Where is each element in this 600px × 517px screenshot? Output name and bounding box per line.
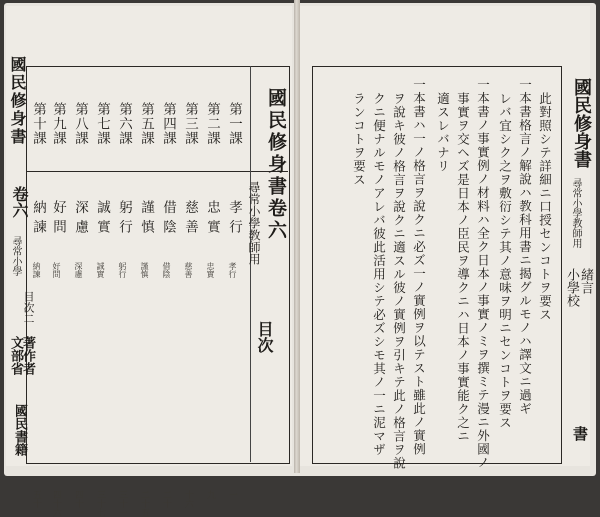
lesson-annotation: 孝行 <box>228 262 237 278</box>
right-edge-title: 國民修身書 <box>571 78 592 168</box>
preface-line: 一本書格言ノ解說ハ教科用書ニ揭グルモノハ譯文ニ過ギ <box>517 78 533 416</box>
preface-line: ランコトヲ要ス <box>351 92 367 187</box>
lesson-page: 五十一 <box>31 490 41 517</box>
preface-line: ヲ說キ彼ノ格言ヲ說クニ適スル彼ノ實例ヲ引キテ此ノ格言ヲ說 <box>391 92 407 470</box>
table-of-contents-heading: 目次 <box>255 321 274 353</box>
lesson-title: 忠實 <box>204 200 220 239</box>
lesson-annotation: 借陰 <box>162 262 171 278</box>
lesson-entry <box>70 102 90 517</box>
right-side-line2: 小學校 <box>564 268 579 307</box>
lesson-number: 第一課 <box>226 102 242 146</box>
preface-line: 事實ヲ交ヘズ是日本ノ臣民ヲ導クニハ日本ノ事實能ク之ニ <box>455 92 471 443</box>
lesson-annotation: 誠實 <box>96 262 105 278</box>
left-side-line3: 著作者 <box>20 336 35 375</box>
left-page-subtitle: 尋常小學教師用 <box>247 181 261 265</box>
lesson-entry <box>114 102 134 517</box>
right-edge-sub: 尋常小學教師用 <box>570 178 581 248</box>
right-side-line3: 書 <box>571 426 589 441</box>
lesson-title: 慈善 <box>182 200 198 239</box>
lesson-title: 深慮 <box>72 200 88 239</box>
left-side-line2: 文部省 <box>8 336 23 375</box>
lesson-title: 孝行 <box>226 200 242 239</box>
lesson-annotation: 忠實 <box>206 262 215 278</box>
preface-line: 一本書ノ事實例ノ材料ハ全ク日本ノ事實ノミヲ撰ミテ漫ニ外國ノ <box>475 78 491 470</box>
lesson-page: 九 <box>205 490 215 499</box>
lesson-entry <box>48 102 68 517</box>
preface-line: 此對照シテ詳細ニ口授センコトヲ要ス <box>537 92 553 322</box>
lesson-entry <box>224 102 244 499</box>
lesson-title: 好問 <box>50 200 66 239</box>
lesson-number: 第九課 <box>50 102 66 146</box>
lesson-number: 第八課 <box>72 102 88 146</box>
lesson-annotation: 納諫 <box>32 262 41 278</box>
left-edge-sub2: 尋常小學 <box>10 236 21 276</box>
lesson-number: 第五課 <box>138 102 154 146</box>
left-side-line4: 國民書籍 <box>12 404 27 456</box>
lesson-entry <box>92 102 112 517</box>
preface-line: 適スレバナリ <box>435 92 451 173</box>
lesson-title: 借陰 <box>160 200 176 239</box>
lesson-annotation: 謹慎 <box>140 262 149 278</box>
lesson-page: 四十六 <box>51 490 61 517</box>
lesson-entry <box>180 102 200 508</box>
lesson-entry <box>136 102 156 517</box>
lesson-annotation: 深慮 <box>74 262 83 278</box>
lesson-title: 誠實 <box>94 200 110 239</box>
left-edge-title: 國民修身書 <box>8 56 27 146</box>
lesson-annotation: 慈善 <box>184 262 193 278</box>
lesson-page: 四十一 <box>73 490 83 517</box>
lesson-number: 第四課 <box>160 102 176 146</box>
lesson-entry <box>158 102 178 508</box>
preface-line: 一本書ハ一ノ格言ヲ說クニ必ズ一ノ實例ヲ以テスト雖此ノ實例 <box>411 78 427 456</box>
left-page-title: 國民修身書卷六 <box>265 88 287 242</box>
lesson-entry <box>202 102 222 499</box>
left-page <box>6 6 292 517</box>
lesson-page: 一 <box>227 490 237 499</box>
left-title-rule <box>26 171 288 172</box>
left-side-line1: 目次二 <box>22 291 35 324</box>
lesson-title: 躬行 <box>116 200 132 239</box>
lesson-annotation: 好問 <box>52 262 61 278</box>
lesson-page: 十六 <box>183 490 193 508</box>
lesson-number: 第六課 <box>116 102 132 146</box>
lesson-page: 三十七 <box>95 490 105 517</box>
lesson-page: 二十五 <box>139 490 149 517</box>
left-edge-sub1: 卷六 <box>10 186 29 218</box>
lesson-number: 第七課 <box>94 102 110 146</box>
right-page <box>300 6 593 470</box>
lesson-page: 二十 <box>161 490 171 508</box>
preface-line: クニ便ナルモノアレバ彼此活用シテ必ズシモ其ノ一ニ泥マザ <box>371 92 387 457</box>
lesson-annotation: 躬行 <box>118 262 127 278</box>
lesson-number: 第三課 <box>182 102 198 146</box>
preface-line: レバ宜シク之ヲ敷衍シテ其ノ意味ヲ明ニセンコトヲ要ス <box>497 92 513 430</box>
lesson-page: 三十一 <box>117 490 127 517</box>
lesson-number: 第二課 <box>204 102 220 146</box>
lesson-title: 謹慎 <box>138 200 154 239</box>
right-side-line1: 緒言 <box>578 268 593 294</box>
lesson-number: 第十課 <box>30 102 46 146</box>
lesson-title: 納諫 <box>30 200 46 239</box>
